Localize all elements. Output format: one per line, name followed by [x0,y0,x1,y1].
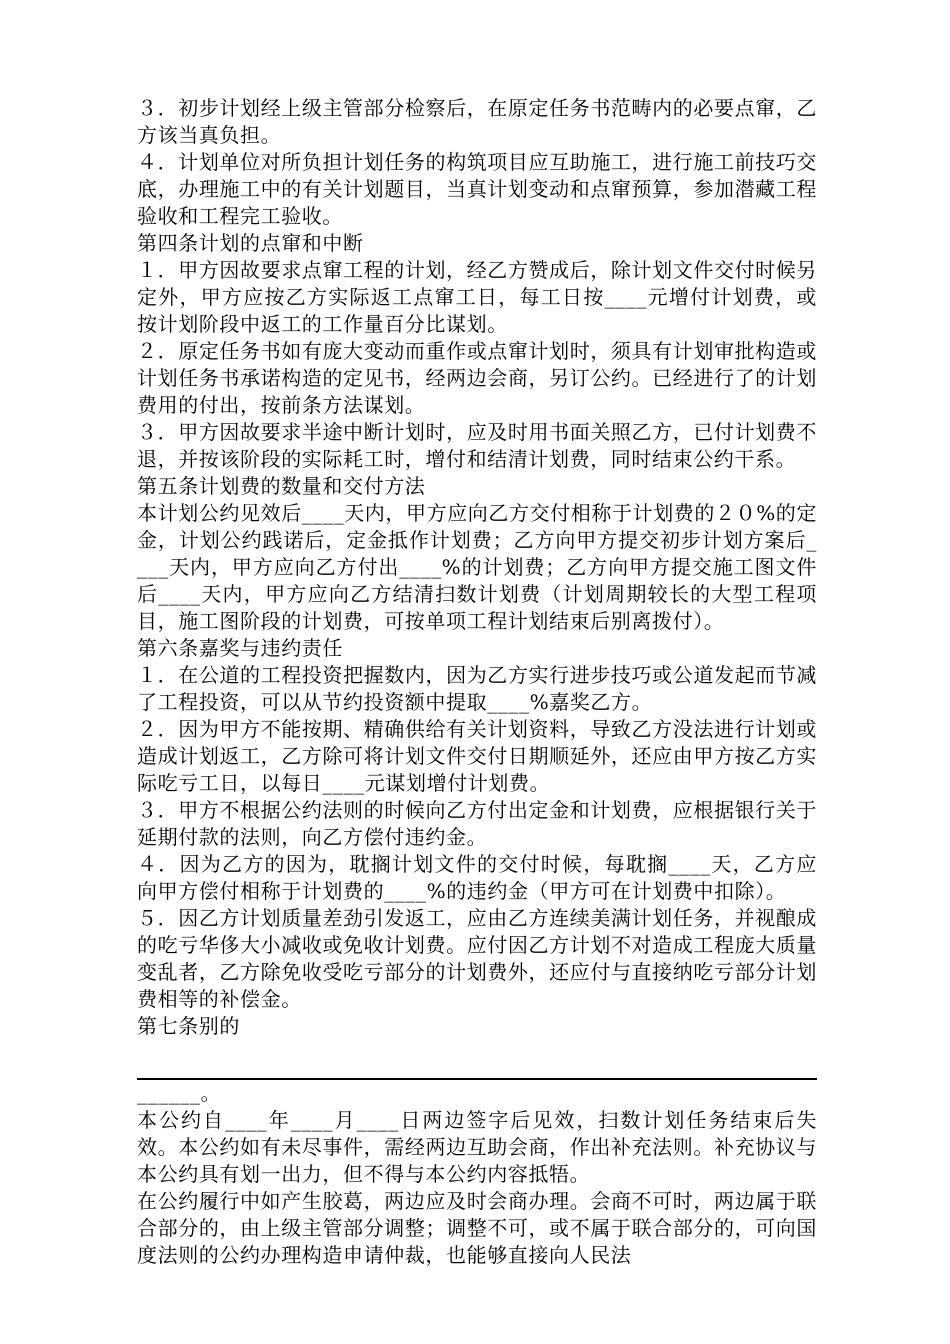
clause-paragraph: ２．因为甲方不能按期、精确供给有关计划资料，导致乙方没法进行计划或造成计划返工，乙方除可将计划文件交付日期顺延外，还应由甲方按乙方实际吃亏工日，以每日____元谋划增付计划费。 [137,717,817,795]
blank-tail: ______。 [137,1081,222,1105]
clause-paragraph: ３．初步计划经上级主管部分检察后，在原定任务书范畴内的必要点窜，乙方该当真负担。 [137,96,817,147]
fill-in-blank-line [137,1040,817,1080]
clause-paragraph: ３．甲方因故要求半途中断计划时，应及时用书面关照乙方，已付计划费不退，并按该阶段的实际耗工时，增付和结清计划费，同时结束公约干系。 [137,420,817,471]
clause-paragraph: ２．原定任务书如有庞大变动而重作或点窜计划时，须具有计划审批构造或计划任务书承诺构造的定见书，经两边会商，另订公约。已经进行了的计划费用的付出，按前条方法谋划。 [137,339,817,417]
clause-paragraph: ３．甲方不根据公约法则的时候向乙方付出定金和计划费，应根据银行关于延期付款的法则，向乙方偿付违约金。 [137,798,817,849]
clause-paragraph: ４．计划单位对所负担计划任务的构筑项目应互助施工，进行施工前技巧交底，办理施工中的有关计划题目，当真计划变动和点窜预算，参加潜藏工程验收和工程完工验收。 [137,150,817,228]
closing-paragraph: 本公约自____年____月____日两边签字后见效，扫数计划任务结束后失效。本公约如有未尽事件，需经两边互助会商，作出补充法则。补充协议与本公约具有划一出力，但不得与本公约内容抵牾。 [137,1108,817,1186]
clause-paragraph: ５．因乙方计划质量差劲引发返工，应由乙方连续美满计划任务，并视酿成的吃亏华侈大小减收或免收计划费。应付因乙方计划不对造成工程庞大质量变乱者，乙方除免收受吃亏部分的计划费外，还应付与直接纳吃亏部分计划费相等的补偿金。 [137,906,817,1011]
clause-paragraph: ４．因为乙方的因为，耽搁计划文件的交付时候，每耽搁____天，乙方应向甲方偿付相称于计划费的____%的违约金（甲方可在计划费中扣除）。 [137,852,817,903]
section-heading: 第七条别的 [137,1014,240,1038]
clause-paragraph: １．在公道的工程投资把握数内，因为乙方实行进步技巧或公道发起而节减了工程投资，可以从节约投资额中提取____%嘉奖乙方。 [137,663,817,714]
section-heading: 第五条计划费的数量和交付方法 [137,474,426,498]
clause-paragraph: １．甲方因故要求点窜工程的计划，经乙方赞成后，除计划文件交付时候另定外，甲方应按乙方实际返工点窜工日，每工日按____元增付计划费，或按计划阶段中返工的工作量百分比谋划。 [137,258,817,336]
section-heading: 第四条计划的点窜和中断 [137,231,364,255]
closing-paragraph: 在公约履行中如产生胶葛，两边应及时会商办理。会商不可时，两边属于联合部分的，由上级主管部分调整；调整不可，或不属于联合部分的，可向国度法则的公约办理构造申请仲裁，也能够直接向人民法 [137,1189,817,1267]
document-page [137,95,817,1269]
section-heading: 第六条嘉奖与违约责任 [137,636,343,660]
clause-paragraph: 本计划公约见效后____天内，甲方应向乙方交付相称于计划费的２０%的定金，计划公约践诺后，定金抵作计划费；乙方向甲方提交初步计划方案后____天内，甲方应向乙方付出____%的计划费；乙方向甲方提交施工图文件后____天内，甲方应向乙方结清扫数计划费（计划周期较长的大型工程项目，施工图阶段的计划费，可按单项工程计划结束后别离拨付）。 [137,501,818,633]
